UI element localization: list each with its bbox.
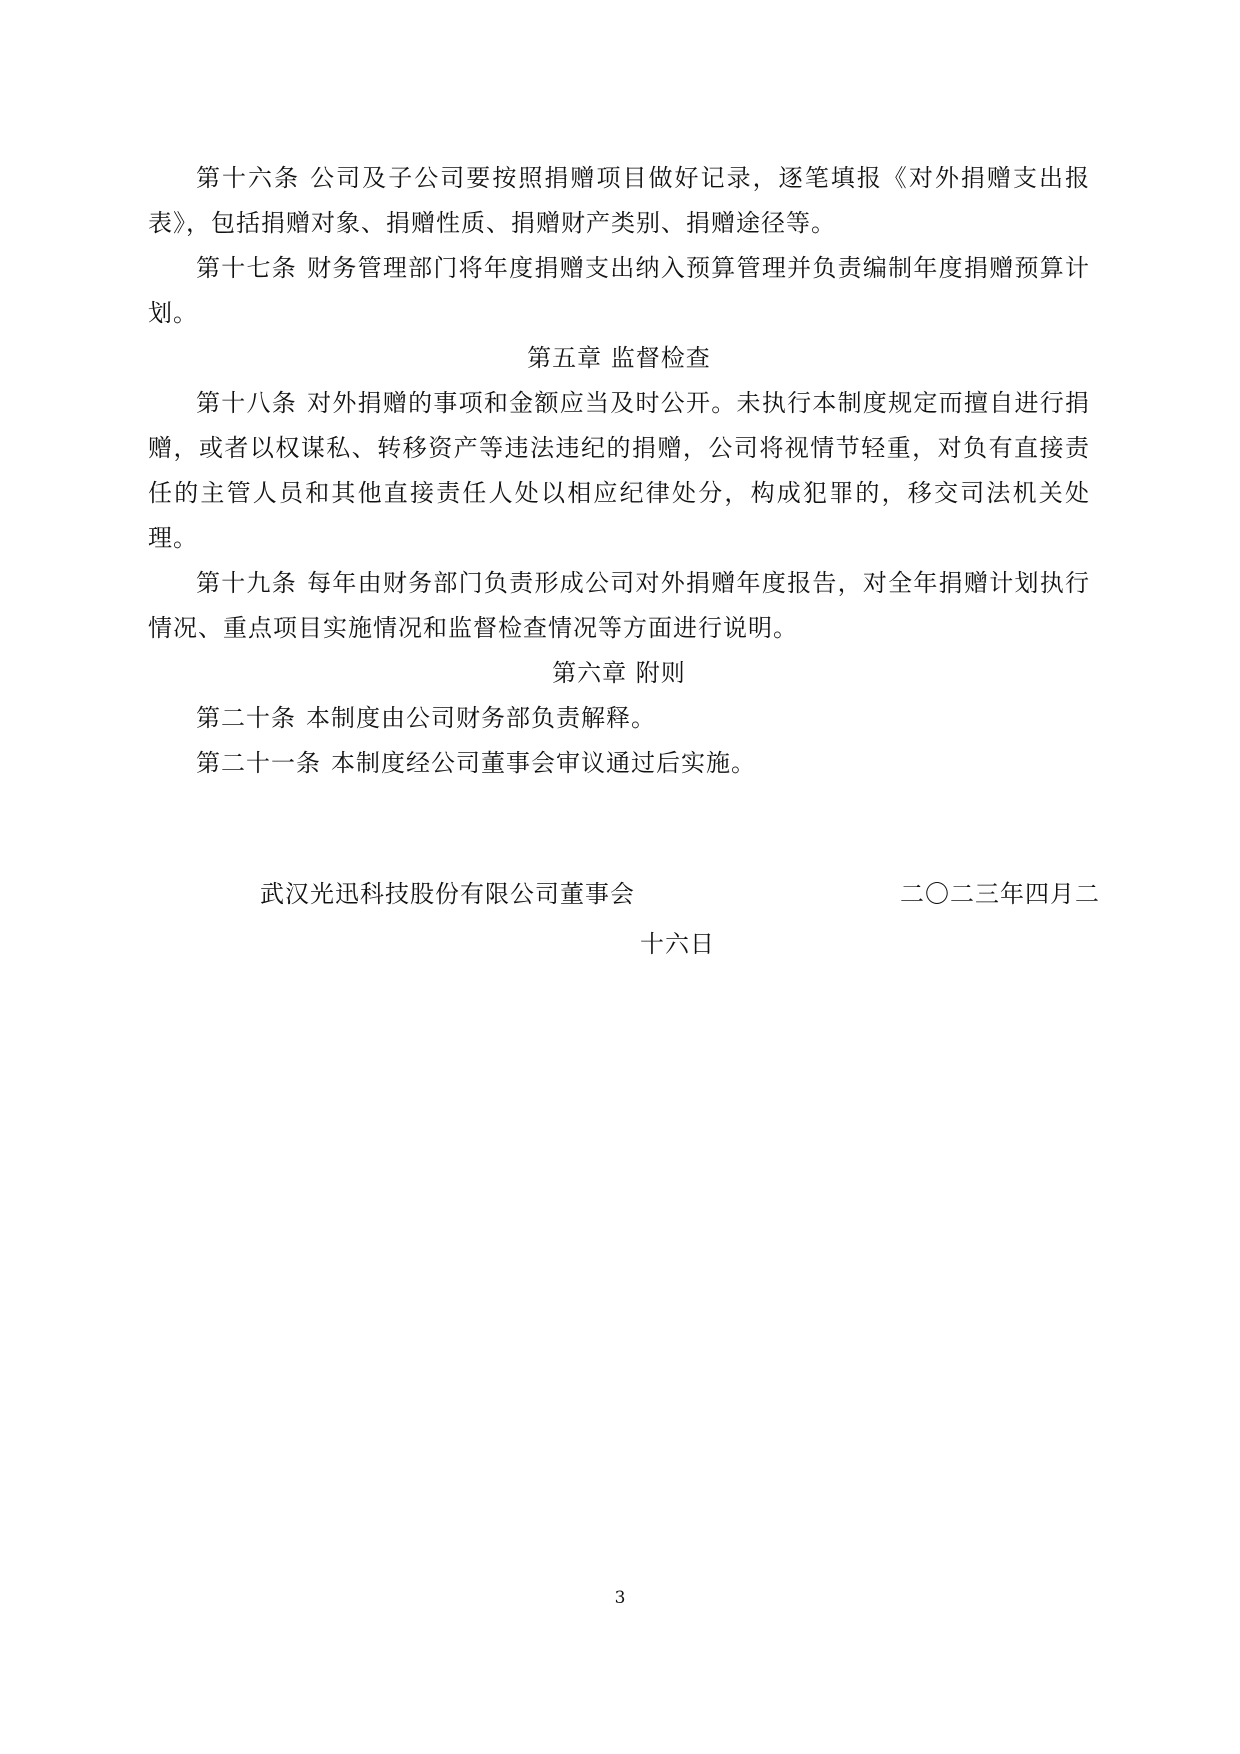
article-text: 本制度由公司财务部负责解释。 xyxy=(306,704,656,732)
article-21 xyxy=(148,741,1090,786)
article-text: 公司及子公司要按照捐赠项目做好记录，逐笔填报《对外捐赠支出报表》，包括捐赠对象、捐赠性质、捐赠财产类别、捐赠途径等。 xyxy=(148,164,1091,237)
article-17 xyxy=(148,246,1090,336)
article-label: 第二十一条 xyxy=(196,749,321,777)
article-label: 第十七条 xyxy=(196,254,298,282)
article-18 xyxy=(148,381,1090,561)
article-label: 第十六条 xyxy=(196,164,301,192)
article-label: 第十八条 xyxy=(196,389,298,417)
signature-date-part2: 十六日 xyxy=(640,930,715,958)
chapter-5-heading: 第五章 监督检查 xyxy=(527,344,711,372)
article-label: 第十九条 xyxy=(196,569,298,597)
article-text: 对外捐赠的事项和金额应当及时公开。未执行本制度规定而擅自进行捐赠，或者以权谋私、转移资产等违法违纪的捐赠，公司将视情节轻重，对负有直接责任的主管人员和其他直接责任人处以相应纪律处分，构成犯罪的，移交司法机关处理。 xyxy=(148,389,1091,552)
document-body xyxy=(148,156,1090,786)
article-label: 第二十条 xyxy=(196,704,296,732)
article-20 xyxy=(148,696,1090,741)
article-19 xyxy=(148,561,1090,651)
article-16 xyxy=(148,156,1090,246)
chapter-6-heading: 第六章 附则 xyxy=(552,659,686,687)
article-text: 每年由财务部门负责形成公司对外捐赠年度报告，对全年捐赠计划执行情况、重点项目实施情况和监督检查情况等方面进行说明。 xyxy=(148,569,1091,642)
article-text: 本制度经公司董事会审议通过后实施。 xyxy=(331,749,756,777)
article-text: 财务管理部门将年度捐赠支出纳入预算管理并负责编制年度捐赠预算计划。 xyxy=(148,254,1091,327)
signature-organization: 武汉光迅科技股份有限公司董事会 xyxy=(260,880,635,908)
page-number: 3 xyxy=(614,1588,626,1608)
signature-date-part1: 二〇二三年四月二 xyxy=(900,880,1100,908)
